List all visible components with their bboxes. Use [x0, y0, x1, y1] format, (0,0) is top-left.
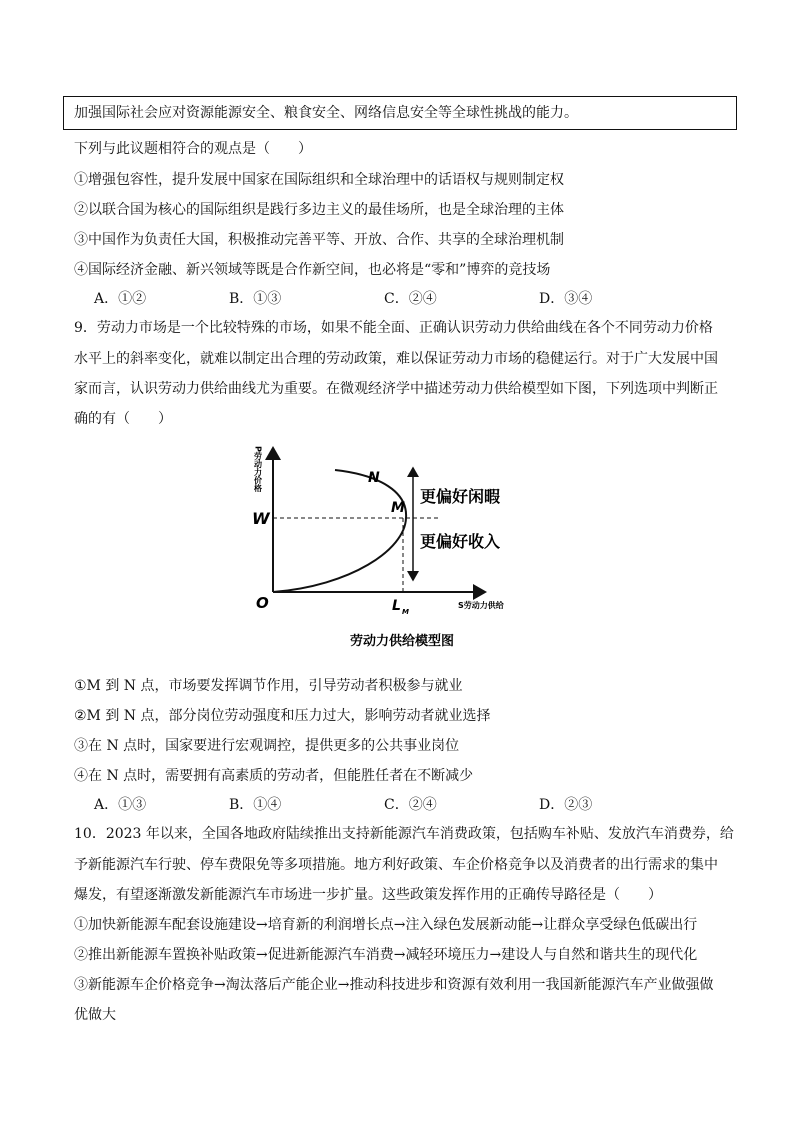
q8-option-d: D．③④: [539, 291, 593, 307]
q9-option-a: A．①③: [94, 797, 147, 813]
q8-option-a: A．①②: [94, 291, 147, 307]
q9-line-3: 家而言，认识劳动力供给曲线尤为重要。在微观经济学中描述劳动力供给模型如下图，下列选项中判断正: [74, 381, 718, 397]
q10-line-1: 10．2023 年以来，全国各地政府陆续推出支持新能源汽车消费政策，包括购车补贴、发放汽车消费券，给: [74, 826, 734, 842]
q10-line-2: 予新能源汽车行驶、停车费限免等多项措施。地方利好政策、车企价格竞争以及消费者的出行需求的集中: [74, 857, 718, 873]
topic-box: [63, 96, 737, 130]
q10-line-3: 爆发，有望逐渐激发新能源汽车市场进一步扩量。这些政策发挥作用的正确传导路径是（ ）: [74, 887, 662, 903]
n-label: N: [368, 470, 380, 486]
figure-caption: 劳动力供给模型图: [350, 634, 455, 649]
origin-label: O: [256, 594, 269, 612]
q9-line-2: 水平上的斜率变化，就难以制定出合理的劳动政策，难以保证劳动力市场的稳健运行。对于广大发展中国: [74, 351, 718, 367]
q8-prompt: 下列与此议题相符合的观点是（ ）: [74, 141, 312, 157]
lm-label: L: [392, 598, 401, 614]
q9-item-1: ①M 到 N 点，市场要发挥调节作用，引导劳动者积极参与就业: [74, 678, 463, 694]
y-axis-label: P劳动力价格: [253, 446, 263, 492]
q10-item-3-continued: 优做大: [74, 1007, 116, 1023]
q9-line-4: 确的有（ ）: [74, 411, 172, 427]
q9-item-3: ③在 N 点时，国家要进行宏观调控，提供更多的公共事业岗位: [74, 738, 460, 754]
q8-item-2: ②以联合国为核心的国际组织是践行多边主义的最佳场所，也是全球治理的主体: [74, 202, 564, 218]
lm-subscript: M: [402, 608, 409, 616]
q9-line-1: 9．劳动力市场是一个比较特殊的市场，如果不能全面、正确认识劳动力供给曲线在各个不同劳动力价格: [74, 320, 713, 336]
lower-arrow-label: 更偏好收入: [420, 532, 501, 551]
q8-option-c: C．②④: [384, 291, 437, 307]
q8-item-1: ①增强包容性，提升发展中国家在国际组织和全球治理中的话语权与规则制定权: [74, 172, 564, 188]
q8-item-4: ④国际经济金融、新兴领域等既是合作新空间，也必将是“零和”博弈的竞技场: [74, 262, 551, 278]
m-label: M: [391, 500, 405, 516]
q10-item-1: ①加快新能源车配套设施建设→培育新的利润增长点→注入绿色发展新动能→让群众享受绿色低碳出行: [74, 917, 698, 933]
q10-item-2: ②推出新能源车置换补贴政策→促进新能源汽车消费→减轻环境压力→建设人与自然和谐共生的现代化: [74, 947, 698, 963]
q9-item-2: ②M 到 N 点，部分岗位劳动强度和压力过大，影响劳动者就业选择: [74, 708, 491, 724]
x-axis-label: S劳动力供给: [458, 601, 504, 610]
w-label: W: [252, 509, 270, 528]
q8-item-3: ③中国作为负责任大国，积极推动完善平等、开放、合作、共享的全球治理机制: [74, 232, 564, 248]
labor-supply-figure: [240, 430, 530, 660]
q9-option-d: D．②③: [539, 797, 593, 813]
q9-option-b: B．①④: [229, 797, 282, 813]
q10-item-3: ③新能源车企价格竞争→淘汰落后产能企业→推动科技进步和资源有效利用一我国新能源汽车产业做强做: [74, 977, 714, 993]
topic-box-text: 加强国际社会应对资源能源安全、粮食安全、网络信息安全等全球性挑战的能力。: [74, 105, 578, 121]
upper-arrow-label: 更偏好闲暇: [420, 487, 501, 506]
supply-curve: [273, 470, 406, 592]
q9-item-4: ④在 N 点时，需要拥有高素质的劳动者，但能胜任者在不断减少: [74, 768, 474, 784]
q9-option-c: C．②④: [384, 797, 437, 813]
q8-option-b: B．①③: [229, 291, 282, 307]
